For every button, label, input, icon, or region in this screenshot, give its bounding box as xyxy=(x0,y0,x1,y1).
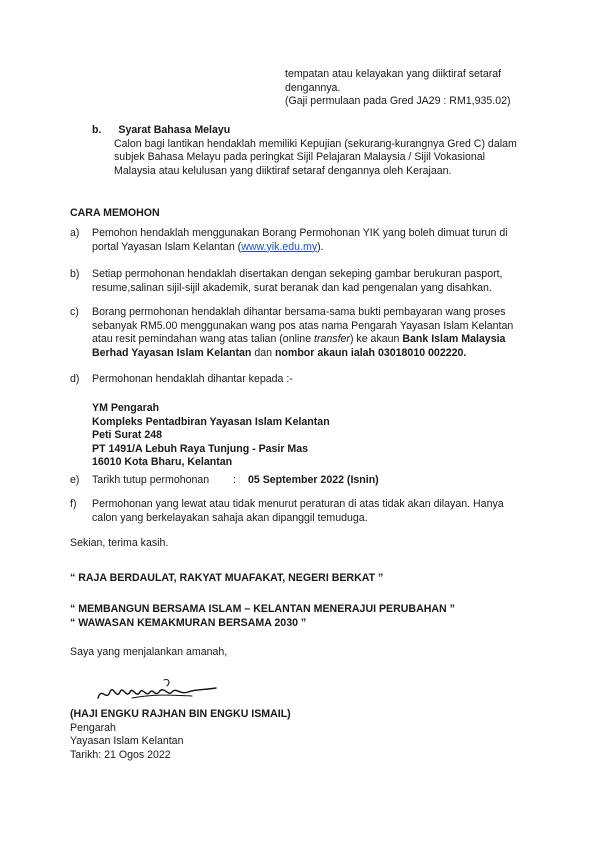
letter-date: Tarikh: 21 Ogos 2022 xyxy=(70,748,171,761)
account-holder: Berhad Yayasan Islam Kelantan xyxy=(92,346,252,359)
motto-1: “ RAJA BERDAULAT, RAKYAT MUAFAKAT, NEGERI BERKAT ” xyxy=(70,572,384,584)
item-c-line-3-text: atau resit pemindahan wang atas talian (online xyxy=(92,333,315,346)
item-a-line-2 xyxy=(92,241,545,255)
item-a-label: a) xyxy=(70,227,80,239)
item-f-line-1: Permohonan yang lewat atau tidak menurut peraturan di atas tidak akan dilayan. Hanya xyxy=(92,498,504,510)
closing-thanks: Sekian, terima kasih. xyxy=(70,537,169,549)
address-line: 16010 Kota Bharu, Kelantan xyxy=(92,456,233,469)
motto-3: “ WAWASAN KEMAKMURAN BERSAMA 2030 ” xyxy=(70,617,307,629)
address-line: YM Pengarah xyxy=(92,402,160,414)
amanah-line: Saya yang menjalankan amanah, xyxy=(70,646,228,658)
motto-2: “ MEMBANGUN BERSAMA ISLAM – KELANTAN MENERAJUI PERUBAHAN ” xyxy=(70,603,455,615)
item-a xyxy=(70,227,545,254)
bank-name: Bank Islam Malaysia xyxy=(402,333,506,346)
section-b-title: Syarat Bahasa Melayu xyxy=(118,124,231,136)
item-d-line-1: Permohonan hendaklah dihantar kepada :- xyxy=(92,373,293,385)
item-c-transfer: transfer xyxy=(314,333,350,346)
cara-memohon-heading: CARA MEMOHON xyxy=(70,207,160,219)
signatory-block xyxy=(70,708,291,762)
section-syarat-bahasa-melayu xyxy=(92,124,552,178)
item-b-line-1: Setiap permohonan hendaklah disertakan dengan sekeping gambar berukuran pasport, xyxy=(92,268,503,280)
item-c-line-3-mid: ) ke akaun xyxy=(349,333,403,346)
section-b-line-2: subjek Bahasa Melayu pada peringkat Sijil Pelajaran Malaysia / Sijil Vokasional xyxy=(114,151,485,164)
account-number: nombor akaun ialah 03018010 002220. xyxy=(274,346,467,359)
signature-icon xyxy=(92,668,222,708)
continuation-line-1: tempatan atau kelayakan yang diiktiraf setaraf xyxy=(285,68,502,80)
salary-note: (Gaji permulaan pada Gred JA29 : RM1,935.02) xyxy=(285,95,511,108)
address-line: Kompleks Pentadbiran Yayasan Islam Kelantan xyxy=(92,415,330,428)
item-b-line-2: resume,salinan sijil-sijil akademik, surat beranak dan kad pengenalan yang disahkan. xyxy=(92,281,492,294)
continuation-line-2: dengannya. xyxy=(285,81,341,94)
salary-continuation xyxy=(285,68,511,109)
address-line: Peti Surat 248 xyxy=(92,429,163,442)
yik-website-link[interactable]: www.yik.edu.my xyxy=(241,240,318,253)
item-f-line-2: calon yang berkelayakan sahaja akan dipanggil temuduga. xyxy=(92,511,368,524)
item-c xyxy=(70,306,545,360)
item-e-label: e) xyxy=(70,474,80,486)
signatory-name: (HAJI ENGKU RAJHAN BIN ENGKU ISMAIL) xyxy=(70,708,291,720)
section-b-line-1: Calon bagi lantikan hendaklah memiliki Kepujian (sekurang-kurangnya Gred C) dalam xyxy=(114,137,517,150)
item-e xyxy=(70,474,545,488)
closing-date-label: Tarikh tutup permohonan xyxy=(92,474,210,486)
item-b-label: b) xyxy=(70,268,80,280)
address-line: PT 1491/A Lebuh Raya Tunjung - Pasir Mas xyxy=(92,442,309,455)
item-a-line-2-end: ). xyxy=(317,240,324,253)
item-f xyxy=(70,498,545,525)
item-d-label: d) xyxy=(70,373,80,385)
mailing-address xyxy=(92,402,330,470)
item-c-line-2: sebanyak RM5.00 menggunakan wang pos atas nama Pengarah Yayasan Islam Kelantan xyxy=(92,319,514,332)
item-d xyxy=(70,373,545,387)
item-f-label: f) xyxy=(70,498,77,510)
signatory-title: Pengarah xyxy=(70,721,116,734)
item-c-line-3 xyxy=(92,333,545,347)
item-c-label: c) xyxy=(70,306,79,318)
item-c-line-1: Borang permohonan hendaklah dihantar bersama-sama bukti pembayaran wang proses xyxy=(92,306,506,318)
signatory-org: Yayasan Islam Kelantan xyxy=(70,735,184,748)
section-b-label: b. xyxy=(92,124,102,136)
closing-date: 05 September 2022 (Isnin) xyxy=(248,474,379,486)
section-b-line-3: Malaysia atau kelulusan yang diiktiraf setaraf dengannya oleh Kerajaan. xyxy=(114,164,452,177)
item-a-line-2-text: portal Yayasan Islam Kelantan ( xyxy=(92,240,242,253)
item-c-line-4 xyxy=(92,347,545,361)
closing-date-colon: : xyxy=(233,474,236,486)
item-b xyxy=(70,268,545,295)
item-c-line-4-mid: dan xyxy=(251,346,275,359)
item-a-line-1: Pemohon hendaklah menggunakan Borang Permohonan YIK yang boleh dimuat turun di xyxy=(92,227,508,239)
